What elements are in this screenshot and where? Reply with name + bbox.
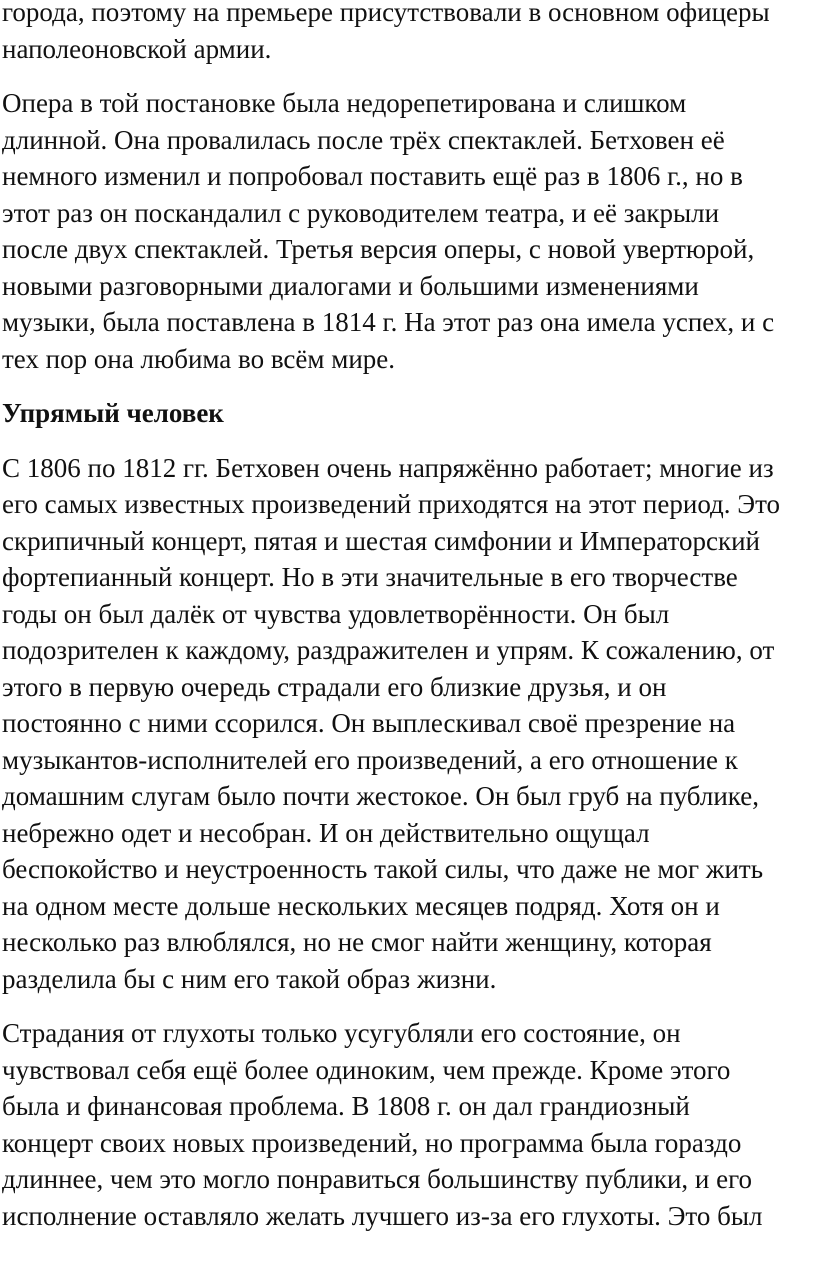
text-line: музыкантов-исполнителей его произведений, а его отношение к <box>2 744 738 775</box>
paragraph-opera <box>2 85 814 377</box>
text-line: годы он был далёк от чувства удовлетворённости. Он был <box>2 598 670 629</box>
text-line: беспокойство и неустроенность такой силы, что даже не мог жить <box>2 854 764 884</box>
text-line: длинной. Она провалилась после трёх спектаклей. Бетховен её <box>2 124 725 155</box>
text-line: домашним слугам было почти жестокое. Он был груб на публике, <box>2 781 759 811</box>
text-line: длиннее, чем это могло понравиться большинству публики, и его <box>2 1164 753 1194</box>
paragraph-deafness <box>2 1015 814 1234</box>
text-line: после двух спектаклей. Третья версия оперы, с новой увертюрой, <box>2 234 755 264</box>
text-line: концерт своих новых произведений, но программа была гораздо <box>2 1127 742 1158</box>
text-line: разделила бы с ним его такой образ жизни. <box>2 963 497 994</box>
text-line: несколько раз влюблялся, но не смог найти женщину, которая <box>2 927 712 957</box>
paragraph-works <box>2 450 814 998</box>
text-line: новыми разговорными диалогами и большими изменениями <box>2 270 699 301</box>
text-line: С 1806 по 1812 гг. Бетховен очень напряжённо работает; многие из <box>2 452 774 483</box>
text-line: подозрителен к каждому, раздражителен и упрям. К сожалению, от <box>2 635 775 665</box>
text-line: на одном месте дольше нескольких месяцев подряд. Хотя он и <box>2 890 720 921</box>
text-line: тех пор она любима во всём мире. <box>2 343 396 374</box>
text-line: была и финансовая проблема. В 1808 г. он дал грандиозный <box>2 1091 690 1121</box>
text-line: музыки, была поставлена в 1814 г. На этот раз она имела успех, и с <box>2 307 775 337</box>
text-line: его самых известных произведений приходятся на этот период. Это <box>2 489 781 519</box>
text-line: постоянно с ними ссорился. Он выплескивал своё презрение на <box>2 708 736 738</box>
text-line: скрипичный концерт, пятая и шестая симфонии и Императорский <box>2 525 760 556</box>
text-line: чувствовал себя ещё более одиноким, чем прежде. Кроме этого <box>2 1054 731 1085</box>
section-heading: Упрямый человек <box>2 398 224 428</box>
text-line: этого в первую очередь страдали его близкие друзья, и он <box>2 671 667 702</box>
text-line: Страдания от глухоты только усугубляли его состояние, он <box>2 1018 681 1048</box>
text-line: этот раз он поскандалил с руководителем театра, и её закрыли <box>2 197 720 228</box>
text-line: города, поэтому на премьере присутствовали в основном офицеры <box>2 0 770 27</box>
text-line: немного изменил и попробовал поставить ещё раз в 1806 г., но в <box>2 161 743 191</box>
text-line: Опера в той постановке была недорепетирована и слишком <box>2 88 687 118</box>
text-line: фортепианный концерт. Но в эти значительные в его творчестве <box>2 562 738 592</box>
text-line: наполеоновской армии. <box>2 33 272 64</box>
text-line: небрежно одет и несобран. И он действительно ощущал <box>2 817 650 848</box>
text-line: исполнение оставляло желать лучшего из-за его глухоты. Это был <box>2 1200 763 1231</box>
paragraph-premiere <box>2 0 814 67</box>
